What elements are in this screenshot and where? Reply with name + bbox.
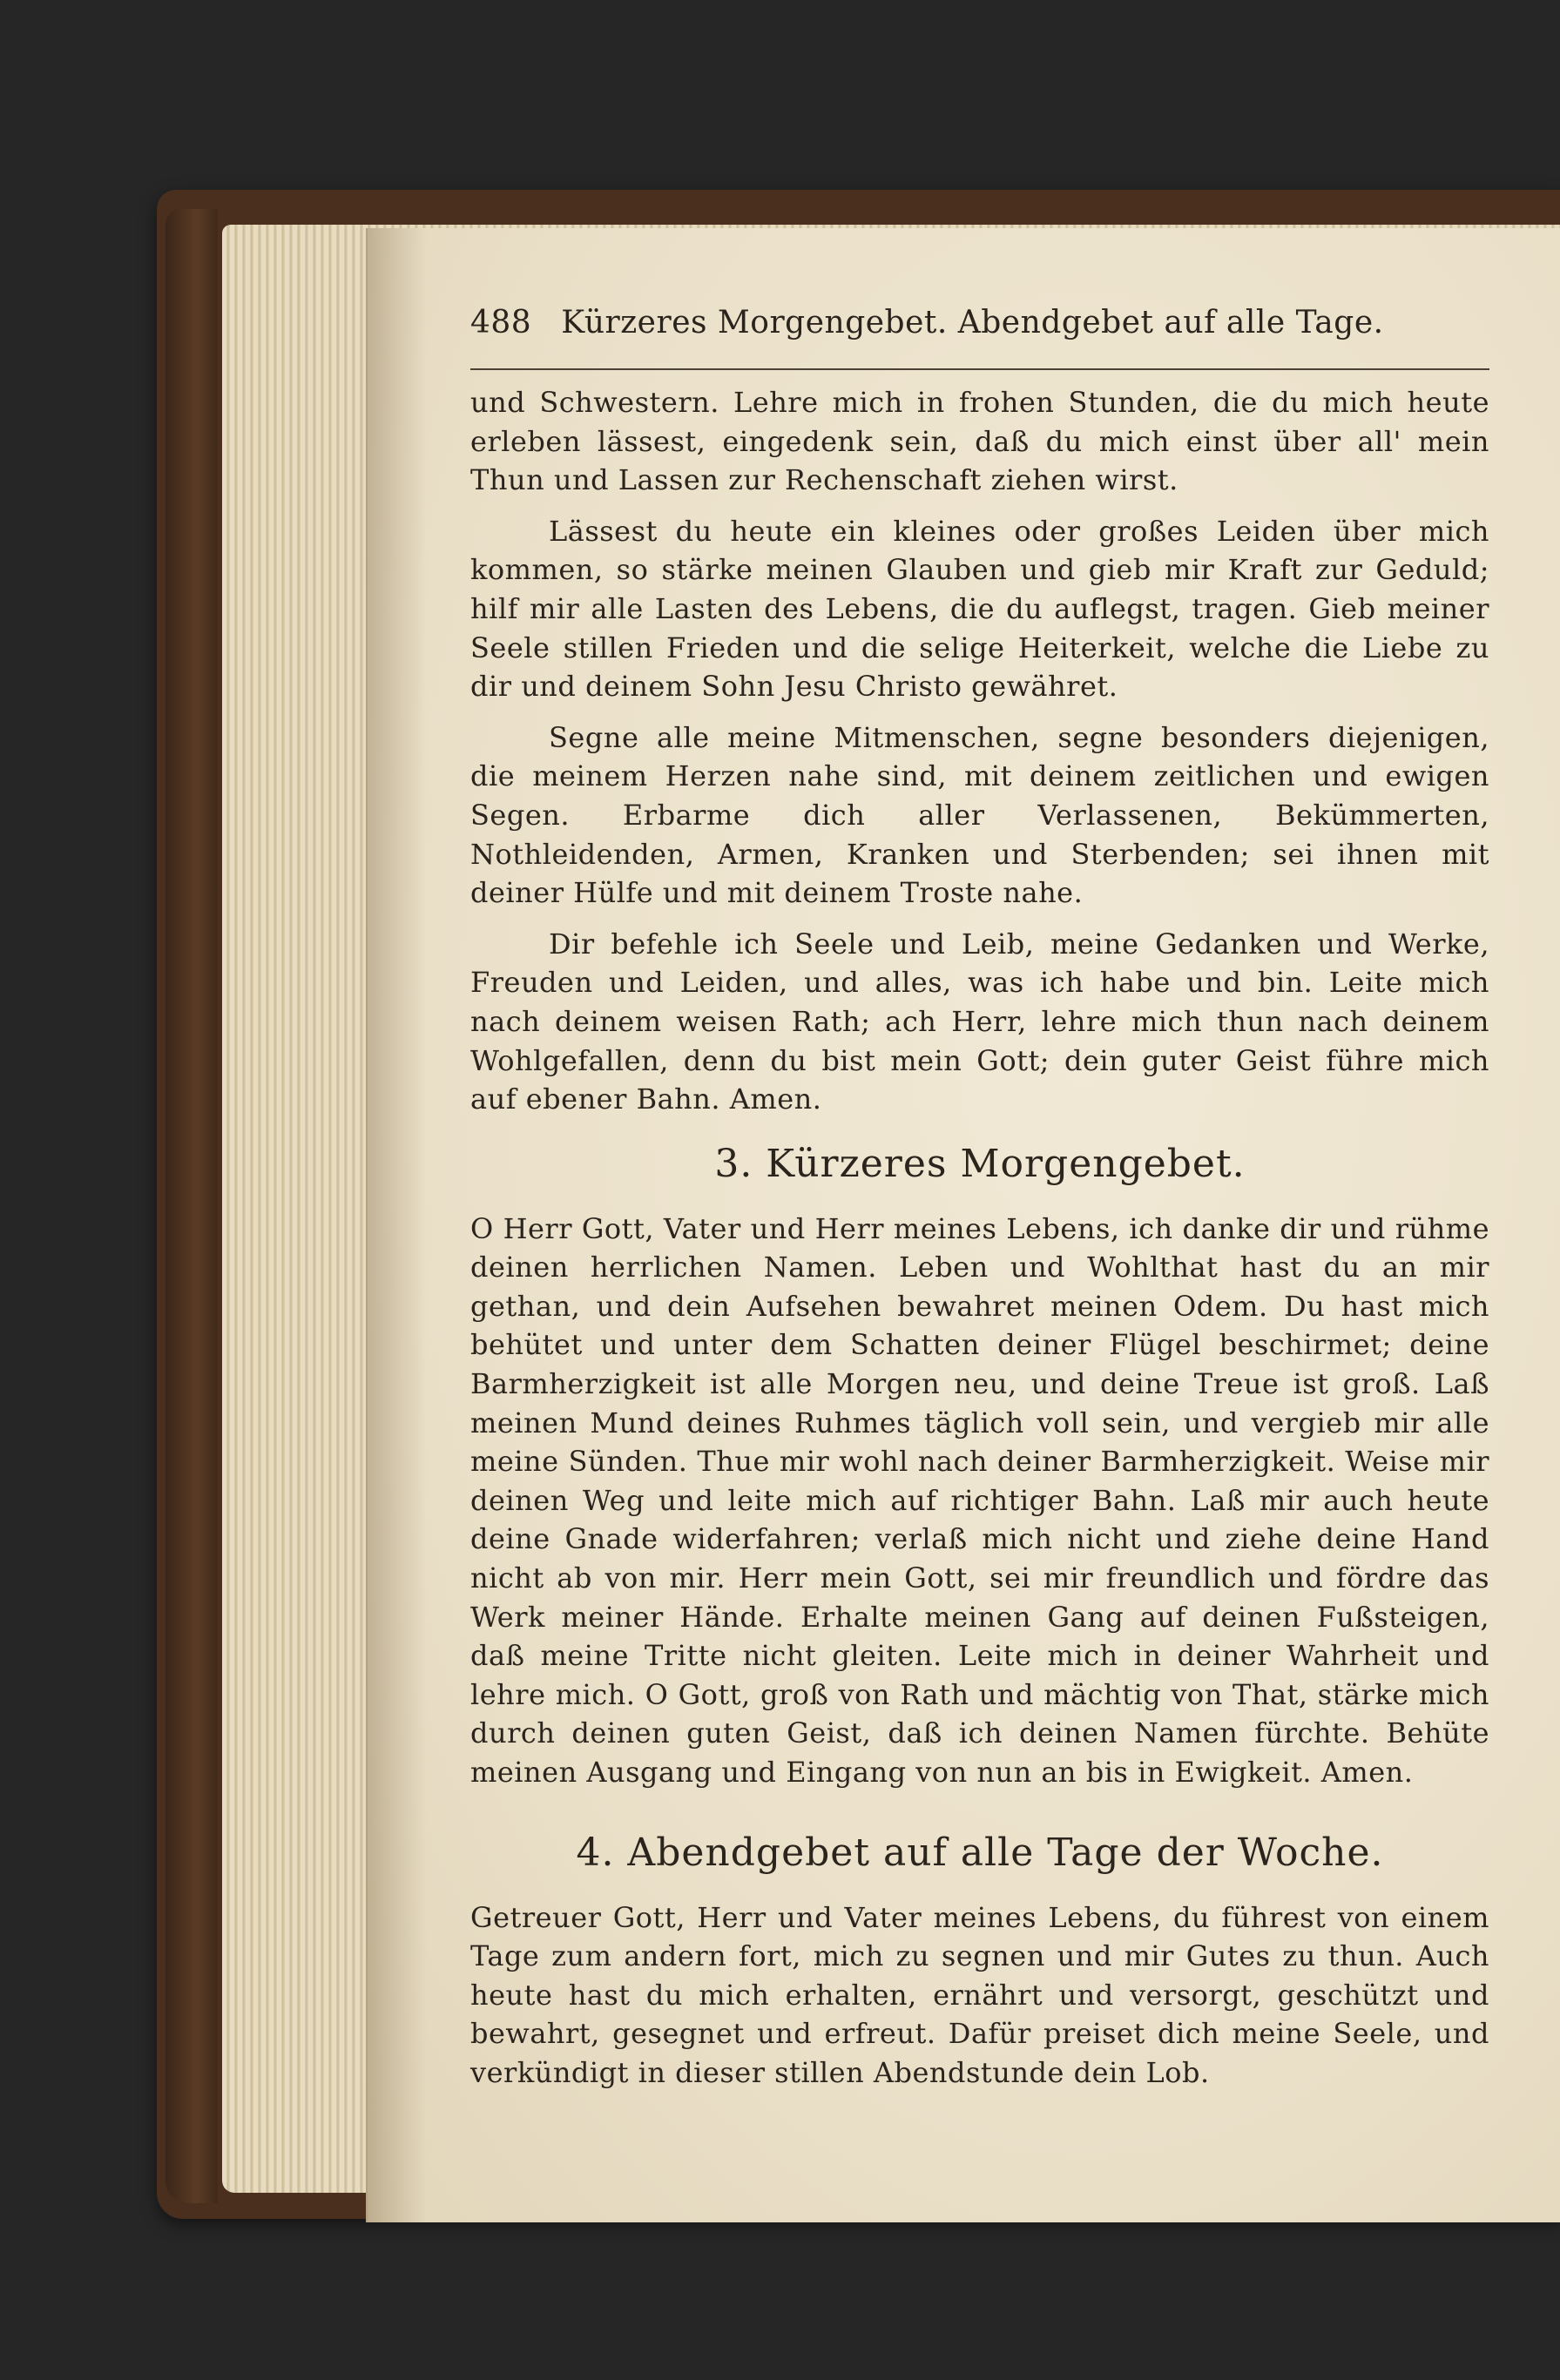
page-number: 488: [470, 305, 532, 340]
page-body: [470, 383, 1489, 2093]
section-heading: 3. Kürzeres Morgengebet.: [714, 1141, 1246, 1186]
paragraph: Lässest du heute ein kleines oder großes Leiden über mich kommen, so stärke meinen Glauben und gieb mir Kraft zur Geduld; hilf mir alle Lasten des Lebens, die du auflegst, tragen. Gieb meiner Seele stillen Frieden und die selige Heiterkeit, welche die Liebe zu dir und deinem Sohn Jesu Christo gewähret.: [470, 514, 1489, 704]
paragraph: O Herr Gott, Vater und Herr meines Lebens, ich danke dir und rühme deinen herrlichen Namen. Leben und Wohlthat hast du an mir gethan, und dein Aufsehen bewahret meinen Odem. Du hast mich behütet und unter dem Schatten deiner Flügel beschirmet; deine Barmherzigkeit ist alle Morgen neu, und deine Treue ist groß. Laß meinen Mund deines Ruhmes täglich voll sein, und vergieb mir alle meine Sünden. Thue mir wohl nach deiner Barmherzigkeit. Weise mir deinen Weg und leite mich auf richtiger Bahn. Laß mir auch heute deine Gnade widerfahren; verlaß mich nicht und ziehe deine Hand nicht ab von mir. Herr mein Gott, sei mir freundlich und fördre das Werk meiner Hände. Erhalte meinen Gang auf deinen Fußsteigen, daß meine Tritte nicht gleiten. Leite mich in deiner Wahrheit und lehre mich. O Gott, groß von Rath und mächtig von That, stärke mich durch deinen guten Geist, daß ich deinen Namen fürchte. Behüte meinen Ausgang und Eingang von nun an bis in Ewigkeit. Amen.: [470, 1211, 1489, 1789]
paragraph: Segne alle meine Mitmenschen, segne besonders diejenigen, die meinem Herzen nahe sind, mit deinem zeitlichen und ewigen Segen. Erbarme dich aller Verlassenen, Bekümmerten, Nothleidenden, Armen, Kranken und Sterbenden; sei ihnen mit deiner Hülfe und mit deinem Troste nahe.: [470, 720, 1489, 910]
running-title: Kürzeres Morgengebet. Abendgebet auf alle Tage.: [561, 305, 1384, 340]
gutter-shadow: [366, 228, 427, 2222]
paragraph: und Schwestern. Lehre mich in frohen Stunden, die du mich heute erleben lässest, eingedenk sein, daß du mich einst über all' mein Thun und Lassen zur Rechenschaft ziehen wirst.: [470, 386, 1489, 497]
paragraph: Dir befehle ich Seele und Leib, meine Gedanken und Werke, Freuden und Leiden, und alles, was ich habe und bin. Leite mich nach deinem weisen Rath; ach Herr, lehre mich thun nach deinem Wohlgefallen, denn du bist mein Gott; dein guter Geist führe mich auf ebener Bahn. Amen.: [470, 927, 1489, 1116]
paragraph: Getreuer Gott, Herr und Vater meines Lebens, du führest von einem Tage zum andern fort, mich zu segnen und mir Gutes zu thun. Auch heute hast du mich erhalten, ernährt und versorgt, geschützt und bewahrt, gesegnet und erfreut. Dafür preiset dich meine Seele, und verkündigt in dieser stillen Abendstunde dein Lob.: [470, 1900, 1489, 2089]
running-header: [470, 305, 1489, 354]
section-heading: 4. Abendgebet auf alle Tage der Woche.: [576, 1830, 1384, 1875]
book-spine-edge: [165, 209, 218, 2203]
header-rule: [470, 368, 1489, 370]
